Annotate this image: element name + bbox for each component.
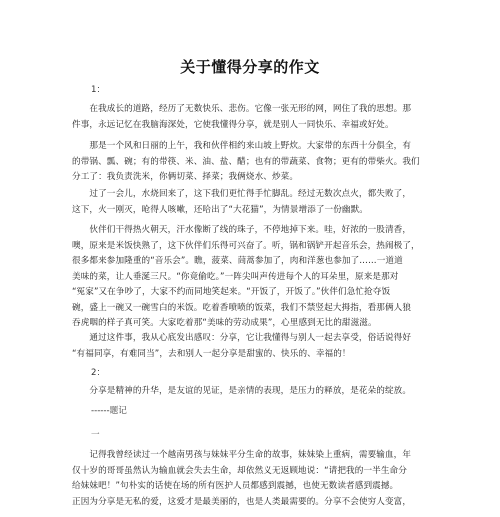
- epigraph-signature: ------题记: [91, 406, 127, 416]
- paragraph: [72, 331, 424, 362]
- section-marker-2: 2：: [91, 368, 106, 378]
- paragraph-line: 正因为分享是无私的爱，这爱才是最美丽的，也是人类最需要的。分享不会使穷人变富，: [72, 496, 412, 507]
- paragraph-line: 仅十岁的哥哥虽然认为输血就会失去生命，却依然义无返顾地说：“请把我的一半生命分: [72, 465, 407, 476]
- document-title: 关于懂得分享的作文: [180, 58, 320, 76]
- paragraph-line: “有福同享，有难同当”，去和别人一起分享是甜蜜的、快乐的、幸福的！: [72, 348, 351, 359]
- section-marker-3: 一: [91, 430, 100, 440]
- paragraph-line: 分享是精神的升华，是友谊的见证，是亲情的表现，是压力的释放，是花朵的绽放。: [72, 386, 412, 396]
- paragraph-line: 的带锅、瓢、碗；有的带筷、米、油、盐、醋；也有的带蔬菜、食物；更有的带柴火。我们: [72, 156, 420, 167]
- paragraph: [72, 448, 424, 510]
- paragraph-line: 很多都来参加隆重的“音乐会”。瞧，菠菜、茼蒿参加了，肉和洋葱也参加了……一道道: [72, 256, 403, 266]
- paragraph-line: 碗，盛上一碗又一碗雪白的米饭。吃着香喷喷的饭菜，我们不禁竖起大拇指，看那俩人狼: [72, 302, 412, 313]
- paragraph: [72, 187, 424, 218]
- paragraph: [72, 139, 424, 186]
- section-marker-1: 1：: [91, 85, 106, 95]
- paragraph: [72, 223, 424, 332]
- paragraph-line: 在我成长的道路，经历了无数快乐、悲伤。它像一张无形的网，网住了我的思想。那: [72, 104, 412, 114]
- paragraph-line: 那是一个风和日丽的上午，我和伙伴相约来山坡上野炊。大家带的东西十分俱全，有: [72, 141, 412, 151]
- paragraph-line: 噢，原来是米饭快熟了，这下伙伴们乐得可兴奋了。听，锅和锅铲开起音乐会，热闹极了，: [72, 240, 420, 251]
- paragraph-line: 给妹妹吧！”句朴实的话使在场的所有医护人员都感到震撼，也使无数读者感到震撼。: [72, 481, 399, 491]
- paragraph-line: 件事，永远记忆在我脑海深处，它使我懂得分享，就是别人一同快乐、幸福或好处。: [72, 119, 394, 130]
- paragraph-line: 记得我曾经读过一个越南男孩与妹妹平分生命的故事，妹妹染上重病，需要输血，年: [72, 450, 412, 460]
- paragraph: [72, 384, 424, 400]
- paragraph-line: “冤家”又在争吵了，大家不约而同地笑起来。“开饭了，开饭了。”伙伴们急忙抢夺饭: [72, 287, 391, 297]
- paragraph-line: 美味的菜，让人垂涎三尺。“你竟偷吃。”一阵尖叫声传进每个人的耳朵里，原来是那对: [72, 271, 399, 282]
- paragraph-line: 分工了：我负责洗米，你俩切菜、择菜；我俩烧水、炒菜。: [72, 172, 299, 182]
- paragraph-line: 过了一会儿，水烧回来了，这下我们更忙得手忙脚乱。经过无数次点火，都失败了，: [72, 189, 412, 199]
- paragraph-line: 通过这件事，我从心底发出感叹：分享，它让我懂得与别人一起去享受，俗话说得好: [72, 333, 412, 343]
- paragraph-line: 这下，火一刚灭，呛得人咳嗽，还哈出了“大花猫”，为情景增添了一份幽默。: [72, 204, 368, 215]
- paragraph: [72, 102, 424, 133]
- paragraph-line: 吞虎咽的样子真可笑。大家吃着那“美味的劳动成果”，心里感到无比的甜滋滋。: [72, 318, 377, 328]
- paragraph-line: 伙伴们干得热火朝天，汗水像断了线的珠子，不停地掉下来。哇，好浓的一股清香，: [72, 225, 412, 235]
